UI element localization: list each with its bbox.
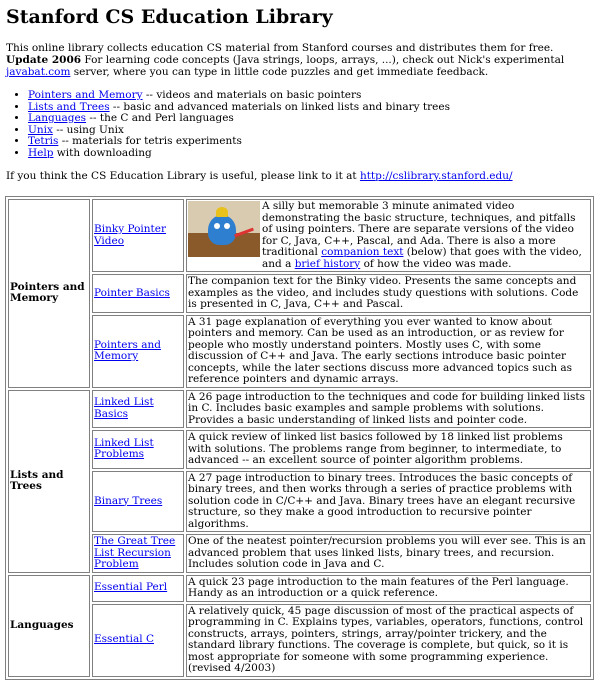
row-name-cell: [92, 315, 184, 388]
link-to-us-text: If you think the CS Education Library is useful, please link to it at: [6, 170, 360, 182]
toc-desc: -- materials for tetris experiments: [58, 135, 242, 147]
toc-desc: -- basic and advanced materials on linked lists and binary trees: [109, 100, 450, 113]
pointers-memory-link[interactable]: Pointers and Memory: [94, 338, 162, 362]
row-name-cell: [92, 575, 184, 602]
binky-desc-text-1: A silly but memorable 3 minute animated video demonstrating the basic structure, techniques, and pitfalls of using pointers. There are separate versions of the video for C, Java, C++, Pascal, and Ada. There is also a more traditional: [262, 200, 576, 258]
row-name-cell: [92, 471, 184, 533]
toc-link-help[interactable]: Help: [28, 146, 54, 159]
table-row: [8, 430, 591, 469]
row-name-cell: [92, 390, 184, 429]
table-row: [8, 199, 591, 272]
row-name-cell: [92, 199, 184, 272]
intro-text-1: This online library collects education CS material from Stanford courses and distributes them for free.: [6, 42, 554, 54]
binky-thumbnail[interactable]: [188, 201, 260, 257]
table-row: [8, 604, 591, 677]
toc-link-unix[interactable]: Unix: [28, 123, 53, 136]
essential-c-link[interactable]: Essential C: [94, 633, 154, 646]
pointer-basics-desc: The companion text for the Binky video. Presents the same concepts and examples as the video, and includes study questions with solutions. Code is presented in C, Java, C++ and Pascal.: [186, 274, 591, 313]
cslibrary-url-link[interactable]: http://cslibrary.stanford.edu/: [359, 170, 513, 182]
link-to-us: [6, 170, 594, 182]
binky-desc: [262, 201, 589, 270]
pointer-basics-link[interactable]: Pointer Basics: [94, 286, 170, 299]
linked-list-problems-link[interactable]: Linked List Problems: [94, 436, 154, 461]
essential-perl-desc: A quick 23 page introduction to the main features of the Perl language. Handy as an introduction or a quick reference.: [186, 575, 591, 602]
update-label: Update 2006: [6, 54, 82, 66]
table-of-contents: [6, 90, 594, 159]
toc-link-lists[interactable]: Lists and Trees: [28, 100, 110, 113]
linked-list-basics-link[interactable]: Linked List Basics: [94, 396, 154, 420]
row-name-cell: [92, 430, 184, 469]
great-tree-list-desc: One of the neatest pointer/recursion problems you will ever see. This is an advanced problem that uses linked lists, binary trees, and recursion. Includes solution code in Java and C.: [186, 534, 591, 573]
row-name-cell: [92, 274, 184, 313]
row-desc-cell: [186, 199, 591, 272]
toc-item-help: [28, 148, 594, 160]
table-row: [8, 315, 591, 388]
great-tree-list-link[interactable]: The Great Tree List Recursion Problem: [94, 535, 176, 570]
intro-paragraph: [6, 42, 594, 78]
section-pointers-memory: Pointers and Memory: [8, 199, 90, 388]
toc-desc: -- the C and Perl languages: [86, 112, 234, 124]
linked-list-problems-desc: A quick review of linked list basics followed by 18 linked list problems with solutions. The problems range from beginner, to intermediate, to advanced -- an excellent source of pointer algorithm problems.: [186, 430, 591, 469]
row-name-cell: [92, 534, 184, 573]
pointers-memory-desc: A 31 page explanation of everything you ever wanted to know about pointers and memory. Can be used as an introduction, or as review for people who mostly understand pointers. Mostly uses C, with some discussion of C++ and Java. The early sections introduce basic pointer concepts, while the later sections discuss more advanced topics such as reference pointers and dynamic arrays.: [186, 315, 591, 388]
toc-link-pointers[interactable]: Pointers and Memory: [28, 89, 143, 101]
toc-link-tetris[interactable]: Tetris: [28, 135, 59, 147]
toc-desc: with downloading: [53, 146, 152, 159]
binky-video-link[interactable]: Binky Pointer Video: [94, 223, 167, 247]
essential-c-desc: A relatively quick, 45 page discussion of most of the practical aspects of programming in C. Explains types, variables, operators, functions, control constructs, arrays, pointers, strings, array/pointer trickery, and the standard library functions. The coverage is complete, but quick, so it is most appropriate for someone with some programming experience. (revised 4/2003): [186, 604, 591, 677]
binky-desc-wrapper: [188, 201, 589, 270]
row-name-cell: [92, 604, 184, 677]
table-row: [8, 534, 591, 573]
table-row: [8, 471, 591, 533]
page-title: Stanford CS Education Library: [6, 6, 333, 28]
intro-text-3: server, where you can type in little code puzzles and get immediate feedback.: [70, 66, 489, 78]
section-lists-trees: Lists and Trees: [8, 390, 90, 573]
page: [0, 6, 600, 680]
linked-list-basics-desc: A 26 page introduction to the techniques and code for building linked lists in C. Includes basic examples and sample problems with solutions. Provides a basic understanding of linked lists and pointer code.: [186, 390, 591, 429]
toc-desc: -- using Unix: [52, 123, 124, 136]
binky-desc-text-3: of how the video was made.: [360, 257, 512, 270]
binary-trees-desc: A 27 page introduction to binary trees. Introduces the basic concepts of binary trees, and then works through a series of practice problems with solution code in C/C++ and Java. Binary trees have an elegant recursive structure, so they make a good introduction to recursive pointer algorithms.: [186, 471, 591, 533]
binary-trees-link[interactable]: Binary Trees: [94, 494, 163, 507]
toc-desc: -- videos and materials on basic pointers: [142, 89, 362, 101]
table-row: [8, 575, 591, 602]
brief-history-link[interactable]: brief history: [294, 257, 361, 270]
library-table: [5, 196, 594, 680]
javabat-link[interactable]: javabat.com: [6, 66, 71, 78]
companion-text-link[interactable]: companion text: [321, 246, 404, 258]
section-languages: Languages: [8, 575, 90, 677]
binky-desc-text-2: (below) that goes with the video, and a: [262, 246, 582, 270]
table-row: [8, 390, 591, 429]
essential-perl-link[interactable]: Essential Perl: [94, 581, 168, 594]
table-row: [8, 274, 591, 313]
toc-link-languages[interactable]: Languages: [28, 112, 87, 124]
intro-text-2: For learning code concepts (Java strings, loops, arrays, ...), check out Nick's experimental: [81, 54, 565, 66]
